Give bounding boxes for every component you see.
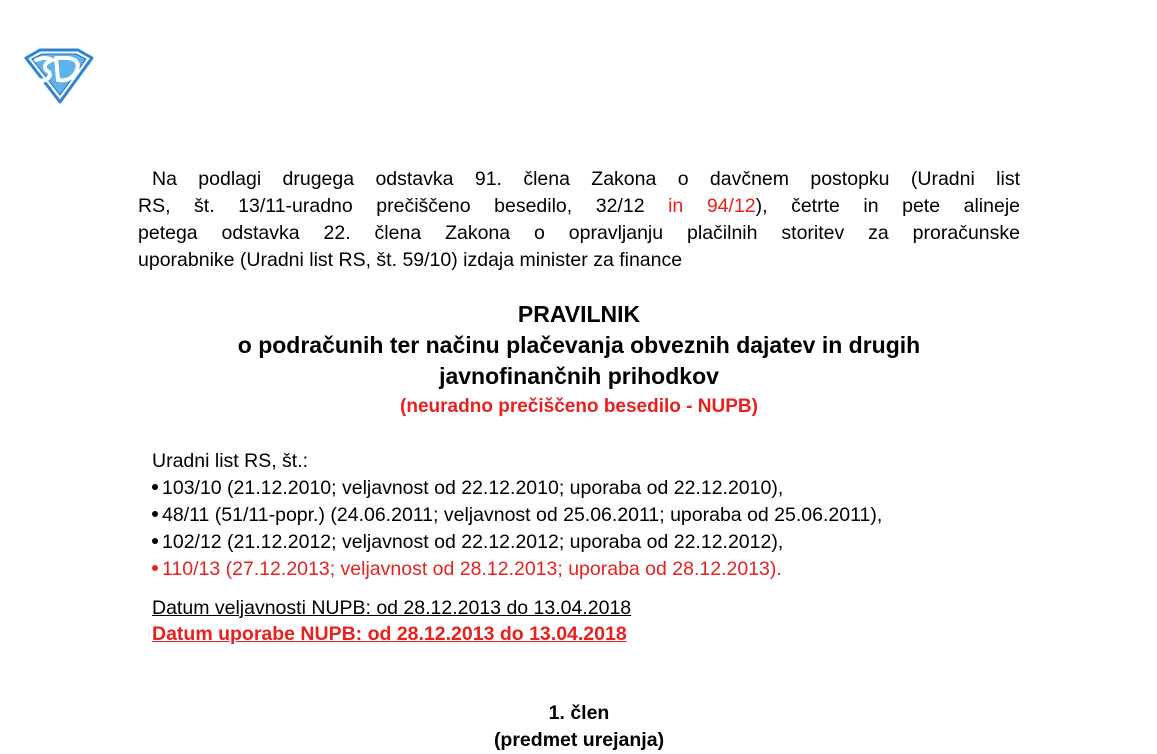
gazette-item <box>152 502 1052 529</box>
gazette-item-text: 102/12 (21.12.2012; veljavnost od 22.12.2012; uporaba od 22.12.2012), <box>162 531 784 553</box>
intro-line-2 <box>138 193 1020 220</box>
bullet-icon <box>152 511 158 517</box>
intro-text: petega odstavka 22. člena Zakona o opravljanju plačilnih storitev za proračunske <box>138 222 1020 244</box>
official-gazette-references <box>152 448 1052 583</box>
application-date: Datum uporabe NUPB: od 28.12.2013 do 13.04.2018 <box>152 623 627 645</box>
bullet-icon <box>152 538 158 544</box>
document-subtitle-line-2: javnofinančnih prihodkov <box>439 363 719 389</box>
unofficial-consolidation-note: (neuradno prečiščeno besedilo - NUPB) <box>400 396 758 417</box>
intro-amendment-text: in 94/12 <box>668 195 756 217</box>
gazette-item-text: 103/10 (21.12.2010; veljavnost od 22.12.2010; uporaba od 22.12.2010), <box>162 477 784 499</box>
intro-text: Na podlagi drugega odstavka 91. člena Zakona o davčnem postopku (Uradni list <box>152 168 1020 190</box>
intro-line-4 <box>138 247 1020 274</box>
intro-line-1 <box>138 166 1020 193</box>
sd-shield-logo-icon <box>22 48 96 104</box>
publisher-logo <box>22 48 96 104</box>
legal-basis-paragraph <box>138 166 1020 274</box>
validity-date: Datum veljavnosti NUPB: od 28.12.2013 do 13.04.2018 <box>152 597 632 619</box>
gazette-item <box>152 529 1052 556</box>
intro-text: ), četrte in pete alineje <box>755 195 1020 217</box>
document-title: PRAVILNIK <box>517 301 641 327</box>
gazette-item-text: 48/11 (51/11-popr.) (24.06.2011; veljavnost od 25.06.2011; uporaba od 25.06.2011), <box>162 504 883 526</box>
gazette-item-text: 110/13 (27.12.2013; veljavnost od 28.12.2013; uporaba od 28.12.2013). <box>162 558 782 580</box>
gazette-item <box>152 475 1052 502</box>
article-heading <box>138 700 1020 754</box>
gazette-list <box>152 475 1052 583</box>
document-subtitle-line-1: o podračunih ter načinu plačevanja obveznih dajatev in drugih <box>237 332 921 358</box>
validity-dates <box>152 595 631 647</box>
bullet-icon <box>152 484 158 490</box>
bullet-icon <box>152 565 158 571</box>
document-title-block <box>138 298 1020 422</box>
gazette-item-latest <box>152 556 1052 583</box>
article-subject: (predmet urejanja) <box>493 729 665 751</box>
gazette-heading: Uradni list RS, št.: <box>152 450 309 472</box>
intro-text: RS, št. 13/11-uradno prečiščeno besedilo, 32/12 <box>138 195 669 217</box>
article-number: 1. člen <box>548 702 610 724</box>
intro-text: uporabnike (Uradni list RS, št. 59/10) izdaja minister za finance <box>138 249 683 271</box>
intro-line-3 <box>138 220 1020 247</box>
